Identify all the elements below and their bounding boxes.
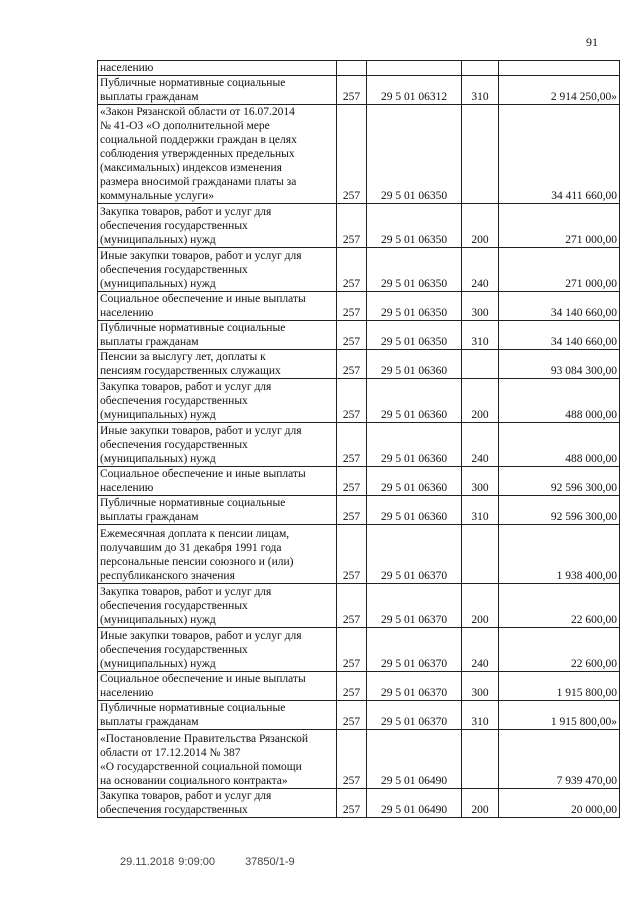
row-amount: 7 939 470,00 bbox=[499, 730, 620, 789]
row-ministry-code: 257 bbox=[337, 321, 367, 350]
row-name: Иные закупки товаров, работ и услуг для обеспечения государственных (муниципальных) нужд bbox=[98, 248, 337, 292]
table-row bbox=[98, 628, 620, 672]
row-ministry-code: 257 bbox=[337, 584, 367, 628]
row-name: Закупка товаров, работ и услуг для обеспечения государственных (муниципальных) нужд bbox=[98, 379, 337, 423]
table-row bbox=[98, 248, 620, 292]
row-ministry-code: 257 bbox=[337, 789, 367, 818]
row-amount: 20 000,00 bbox=[499, 789, 620, 818]
row-amount: 271 000,00 bbox=[499, 248, 620, 292]
table-row bbox=[98, 730, 620, 789]
row-name: Публичные нормативные социальные выплаты гражданам bbox=[98, 496, 337, 525]
row-target-article: 29 5 01 06360 bbox=[367, 379, 462, 423]
row-name: Иные закупки товаров, работ и услуг для обеспечения государственных (муниципальных) нужд bbox=[98, 628, 337, 672]
row-ministry-code: 257 bbox=[337, 672, 367, 701]
row-expense-type: 240 bbox=[462, 628, 499, 672]
row-expense-type: 300 bbox=[462, 467, 499, 496]
row-expense-type: 200 bbox=[462, 379, 499, 423]
row-amount: 34 411 660,00 bbox=[499, 105, 620, 204]
table-row bbox=[98, 321, 620, 350]
row-name: «Закон Рязанской области от 16.07.2014 № 41-ОЗ «О дополнительной мере социальной поддержки граждан в целях соблюдения утвержденных предельных (максимальных) индексов изменения размера вносимой гражданами платы за коммунальные услуги» bbox=[98, 105, 337, 204]
row-ministry-code: 257 bbox=[337, 467, 367, 496]
row-expense-type: 200 bbox=[462, 584, 499, 628]
row-target-article bbox=[367, 61, 462, 76]
row-name: Публичные нормативные социальные выплаты гражданам bbox=[98, 321, 337, 350]
row-expense-type: 240 bbox=[462, 423, 499, 467]
table-row bbox=[98, 584, 620, 628]
row-name: Закупка товаров, работ и услуг для обеспечения государственных (муниципальных) нужд bbox=[98, 204, 337, 248]
row-target-article: 29 5 01 06490 bbox=[367, 789, 462, 818]
row-name: Закупка товаров, работ и услуг для обеспечения государственных (муниципальных) нужд bbox=[98, 584, 337, 628]
row-amount: 1 938 400,00 bbox=[499, 525, 620, 584]
row-amount bbox=[499, 61, 620, 76]
row-name: Публичные нормативные социальные выплаты гражданам bbox=[98, 701, 337, 730]
row-expense-type: 300 bbox=[462, 672, 499, 701]
row-expense-type bbox=[462, 61, 499, 76]
row-name: Социальное обеспечение и иные выплаты населению bbox=[98, 467, 337, 496]
row-target-article: 29 5 01 06350 bbox=[367, 292, 462, 321]
row-target-article: 29 5 01 06350 bbox=[367, 248, 462, 292]
table-row bbox=[98, 496, 620, 525]
row-target-article: 29 5 01 06360 bbox=[367, 350, 462, 379]
row-target-article: 29 5 01 06490 bbox=[367, 730, 462, 789]
table-row bbox=[98, 701, 620, 730]
table-row bbox=[98, 525, 620, 584]
row-expense-type: 300 bbox=[462, 292, 499, 321]
row-target-article: 29 5 01 06350 bbox=[367, 204, 462, 248]
row-name: населению bbox=[98, 61, 337, 76]
row-ministry-code: 257 bbox=[337, 350, 367, 379]
row-target-article: 29 5 01 06360 bbox=[367, 423, 462, 467]
row-name: Публичные нормативные социальные выплаты гражданам bbox=[98, 76, 337, 105]
page-number: 91 bbox=[586, 35, 598, 49]
row-target-article: 29 5 01 06350 bbox=[367, 105, 462, 204]
row-amount: 92 596 300,00 bbox=[499, 496, 620, 525]
row-expense-type: 310 bbox=[462, 701, 499, 730]
table-row bbox=[98, 379, 620, 423]
row-target-article: 29 5 01 06370 bbox=[367, 672, 462, 701]
row-amount: 1 915 800,00» bbox=[499, 701, 620, 730]
table-row bbox=[98, 672, 620, 701]
row-name: Ежемесячная доплата к пенсии лицам, получавшим до 31 декабря 1991 года персональные пенсии союзного и (или) республиканского значения bbox=[98, 525, 337, 584]
table-row bbox=[98, 105, 620, 204]
row-expense-type: 240 bbox=[462, 248, 499, 292]
row-amount: 271 000,00 bbox=[499, 204, 620, 248]
row-expense-type: 310 bbox=[462, 496, 499, 525]
row-expense-type: 310 bbox=[462, 321, 499, 350]
row-ministry-code: 257 bbox=[337, 105, 367, 204]
row-expense-type: 200 bbox=[462, 789, 499, 818]
row-expense-type bbox=[462, 350, 499, 379]
row-ministry-code: 257 bbox=[337, 525, 367, 584]
row-name: Социальное обеспечение и иные выплаты населению bbox=[98, 292, 337, 321]
row-name: Пенсии за выслугу лет, доплаты к пенсиям государственных служащих bbox=[98, 350, 337, 379]
table-row bbox=[98, 467, 620, 496]
row-target-article: 29 5 01 06360 bbox=[367, 496, 462, 525]
row-ministry-code: 257 bbox=[337, 204, 367, 248]
row-expense-type: 200 bbox=[462, 204, 499, 248]
table-row bbox=[98, 789, 620, 818]
row-amount: 22 600,00 bbox=[499, 628, 620, 672]
row-expense-type bbox=[462, 525, 499, 584]
row-target-article: 29 5 01 06360 bbox=[367, 467, 462, 496]
row-name: Закупка товаров, работ и услуг для обеспечения государственных bbox=[98, 789, 337, 818]
row-ministry-code: 257 bbox=[337, 423, 367, 467]
row-amount: 34 140 660,00 bbox=[499, 321, 620, 350]
table-row bbox=[98, 292, 620, 321]
budget-table bbox=[97, 60, 620, 818]
footer-doc-code: 37850/1-9 bbox=[245, 856, 295, 868]
row-ministry-code: 257 bbox=[337, 292, 367, 321]
row-target-article: 29 5 01 06350 bbox=[367, 321, 462, 350]
budget-table-body bbox=[98, 61, 620, 818]
row-amount: 1 915 800,00 bbox=[499, 672, 620, 701]
table-row bbox=[98, 204, 620, 248]
row-amount: 488 000,00 bbox=[499, 379, 620, 423]
table-row bbox=[98, 61, 620, 76]
row-ministry-code: 257 bbox=[337, 628, 367, 672]
row-ministry-code: 257 bbox=[337, 76, 367, 105]
row-amount: 92 596 300,00 bbox=[499, 467, 620, 496]
row-ministry-code: 257 bbox=[337, 730, 367, 789]
row-ministry-code: 257 bbox=[337, 701, 367, 730]
row-ministry-code: 257 bbox=[337, 379, 367, 423]
row-expense-type bbox=[462, 105, 499, 204]
row-expense-type: 310 bbox=[462, 76, 499, 105]
row-target-article: 29 5 01 06370 bbox=[367, 701, 462, 730]
page-footer bbox=[120, 856, 321, 868]
row-name: «Постановление Правительства Рязанской области от 17.12.2014 № 387 «О государственной социальной помощи на основании социального контракта» bbox=[98, 730, 337, 789]
row-amount: 93 084 300,00 bbox=[499, 350, 620, 379]
row-name: Социальное обеспечение и иные выплаты населению bbox=[98, 672, 337, 701]
row-target-article: 29 5 01 06370 bbox=[367, 525, 462, 584]
row-amount: 2 914 250,00» bbox=[499, 76, 620, 105]
row-amount: 22 600,00 bbox=[499, 584, 620, 628]
row-name: Иные закупки товаров, работ и услуг для обеспечения государственных (муниципальных) нужд bbox=[98, 423, 337, 467]
row-ministry-code bbox=[337, 61, 367, 76]
footer-timestamp: 29.11.2018 9:09:00 bbox=[120, 856, 215, 868]
row-amount: 34 140 660,00 bbox=[499, 292, 620, 321]
table-row bbox=[98, 76, 620, 105]
row-target-article: 29 5 01 06370 bbox=[367, 584, 462, 628]
table-row bbox=[98, 350, 620, 379]
row-expense-type bbox=[462, 730, 499, 789]
row-target-article: 29 5 01 06370 bbox=[367, 628, 462, 672]
row-amount: 488 000,00 bbox=[499, 423, 620, 467]
row-ministry-code: 257 bbox=[337, 496, 367, 525]
table-row bbox=[98, 423, 620, 467]
row-ministry-code: 257 bbox=[337, 248, 367, 292]
row-target-article: 29 5 01 06312 bbox=[367, 76, 462, 105]
